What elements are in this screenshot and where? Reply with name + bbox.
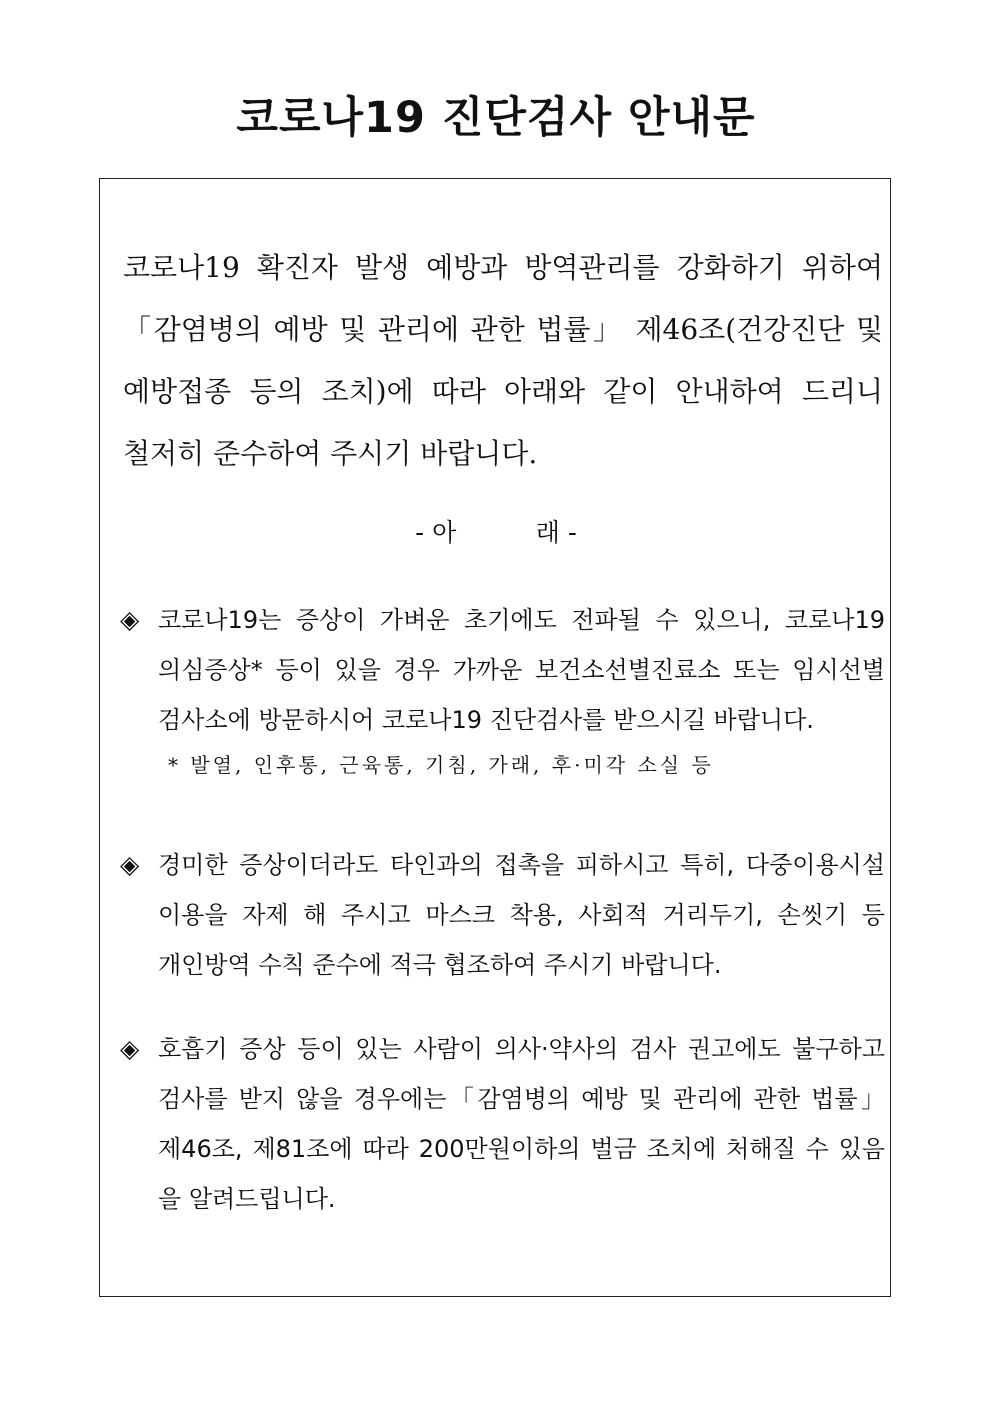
bullet-line: 을 알려드립니다. xyxy=(158,1185,336,1213)
bullet-line: 검사소에 방문하시어 코로나19 진단검사를 받으시길 바랍니다. xyxy=(158,706,814,734)
bullet-item-penalty xyxy=(120,1024,885,1224)
notice-box xyxy=(99,178,891,1297)
bullet-line: 개인방역 수칙 준수에 적극 협조하여 주시기 바랍니다. xyxy=(158,951,722,979)
bullet-line: 의심증상* 등이 있을 경우 가까운 보건소선별진료소 또는 임시선별 xyxy=(158,656,885,684)
bullet-line: 제46조, 제81조에 따라 200만원이하의 벌금 조치에 처해질 수 있음 xyxy=(158,1135,885,1163)
bullet-line: 검사를 받지 않을 경우에는「감염병의 예방 및 관리에 관한 법률」 xyxy=(158,1085,885,1113)
intro-line: 코로나19 확진자 발생 예방과 방역관리를 강화하기 위하여 xyxy=(123,251,883,284)
bullet-line: 호흡기 증상 등이 있는 사람이 의사·약사의 검사 권고에도 불구하고 xyxy=(158,1035,885,1063)
bullet-line: 경미한 증상이더라도 타인과의 접촉을 피하시고 특히, 다중이용시설 xyxy=(158,851,885,879)
bullet-item-symptoms xyxy=(120,595,885,785)
bullet-text xyxy=(158,595,885,785)
bullet-line: 이용을 자제 해 주시고 마스크 착용, 사회적 거리두기, 손씻기 등 xyxy=(158,901,885,929)
diamond-bullet-icon: ◈ xyxy=(120,850,140,879)
diamond-bullet-icon: ◈ xyxy=(120,1034,140,1063)
bullet-text xyxy=(158,840,885,990)
section-heading: - 아 래 - xyxy=(415,518,577,547)
intro-line: 철저히 준수하여 주시기 바랍니다. xyxy=(123,437,538,470)
diamond-bullet-icon: ◈ xyxy=(120,605,140,634)
bullet-line: 코로나19는 증상이 가벼운 초기에도 전파될 수 있으니, 코로나19 xyxy=(158,606,885,634)
intro-line: 예방접종 등의 조치)에 따라 아래와 같이 안내하여 드리니 xyxy=(123,375,883,408)
bullet-item-prevention xyxy=(120,840,885,990)
bullet-text xyxy=(158,1024,885,1224)
intro-paragraph xyxy=(123,237,883,485)
intro-line: 「감염병의 예방 및 관리에 관한 법률」 제46조(건강진단 및 xyxy=(123,313,883,346)
document-title: 코로나19 진단검사 안내문 xyxy=(236,93,756,143)
symptom-footnote: * 발열, 인후통, 근육통, 기침, 가래, 후·미각 소실 등 xyxy=(168,753,714,777)
